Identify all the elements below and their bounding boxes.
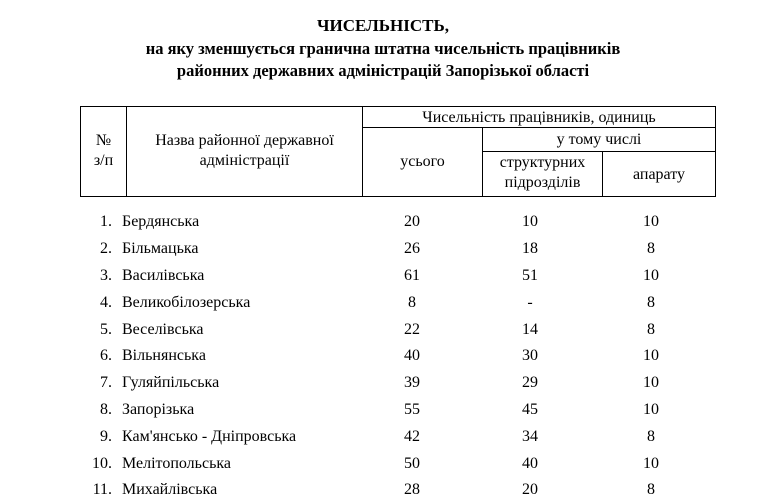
- row-number: 11.: [92, 481, 112, 498]
- document-title: ЧИСЕЛЬНІСТЬ,: [317, 16, 449, 35]
- header-name-line-1: Назва районної державної: [155, 132, 334, 149]
- row-name: Великобілозерська: [122, 294, 251, 311]
- row-structural: 20: [522, 481, 538, 498]
- header-apparatus: апарату: [632, 166, 686, 183]
- row-name: Запорізька: [122, 401, 195, 418]
- row-number: 2.: [100, 240, 112, 257]
- header-structural-line-2: підрозділів: [504, 174, 581, 191]
- row-total: 20: [404, 213, 420, 230]
- row-name: Василівська: [122, 267, 205, 284]
- row-apparatus: 10: [643, 401, 659, 418]
- row-apparatus: 10: [643, 267, 659, 284]
- row-number: 4.: [100, 294, 112, 311]
- row-number: 9.: [100, 428, 112, 445]
- row-name: Мелітопольська: [122, 455, 231, 472]
- row-number: 5.: [100, 321, 112, 338]
- header-number-symbol: №: [95, 132, 112, 149]
- row-number: 3.: [100, 267, 112, 284]
- row-apparatus: 10: [643, 213, 659, 230]
- row-number: 8.: [100, 401, 112, 418]
- row-total: 40: [404, 347, 420, 364]
- row-number: 10.: [92, 455, 112, 472]
- row-structural: 29: [522, 374, 538, 391]
- header-total: усього: [400, 153, 445, 170]
- row-total: 42: [404, 428, 420, 445]
- row-total: 22: [404, 321, 420, 338]
- header-including: у тому числі: [556, 131, 642, 148]
- row-name: Бердянська: [122, 213, 200, 230]
- header-name-line-2: адміністрації: [199, 152, 290, 169]
- row-apparatus: 10: [643, 347, 659, 364]
- row-total: 61: [404, 267, 420, 284]
- row-name: Більмацька: [122, 240, 199, 257]
- row-structural: 30: [522, 347, 538, 364]
- row-number: 6.: [100, 347, 112, 364]
- row-name: Кам'янсько - Дніпровська: [122, 428, 297, 445]
- row-total: 39: [404, 374, 420, 391]
- row-structural: 51: [522, 267, 538, 284]
- row-structural: 10: [522, 213, 538, 230]
- header-number-abbr: з/п: [93, 152, 114, 169]
- document-subtitle-line-2: районних державних адміністрацій Запорізької області: [176, 61, 590, 80]
- row-apparatus: 8: [647, 481, 655, 498]
- row-apparatus: 10: [643, 374, 659, 391]
- document-subtitle-line-1: на яку зменшується гранична штатна чисельність працівників: [145, 39, 621, 58]
- header-count: Чисельність працівників, одиниць: [422, 109, 656, 126]
- row-total: 50: [404, 455, 420, 472]
- row-apparatus: 8: [647, 428, 655, 445]
- row-apparatus: 8: [647, 294, 655, 311]
- row-number: 7.: [100, 374, 112, 391]
- header-structural-line-1: структурних: [499, 154, 586, 171]
- row-structural: 34: [522, 428, 538, 445]
- row-structural: 40: [522, 455, 538, 472]
- row-total: 26: [404, 240, 420, 257]
- row-structural: 18: [522, 240, 538, 257]
- row-apparatus: 8: [647, 321, 655, 338]
- row-structural: 14: [522, 321, 538, 338]
- row-structural: 45: [522, 401, 538, 418]
- row-structural: -: [527, 294, 533, 311]
- row-total: 28: [404, 481, 420, 498]
- row-apparatus: 10: [643, 455, 659, 472]
- row-total: 55: [404, 401, 420, 418]
- row-name: Михайлівська: [122, 481, 218, 498]
- row-total: 8: [408, 294, 416, 311]
- row-name: Вільнянська: [122, 347, 206, 364]
- row-name: Веселівська: [122, 321, 204, 338]
- row-apparatus: 8: [647, 240, 655, 257]
- row-number: 1.: [100, 213, 112, 230]
- row-name: Гуляйпільська: [122, 374, 220, 391]
